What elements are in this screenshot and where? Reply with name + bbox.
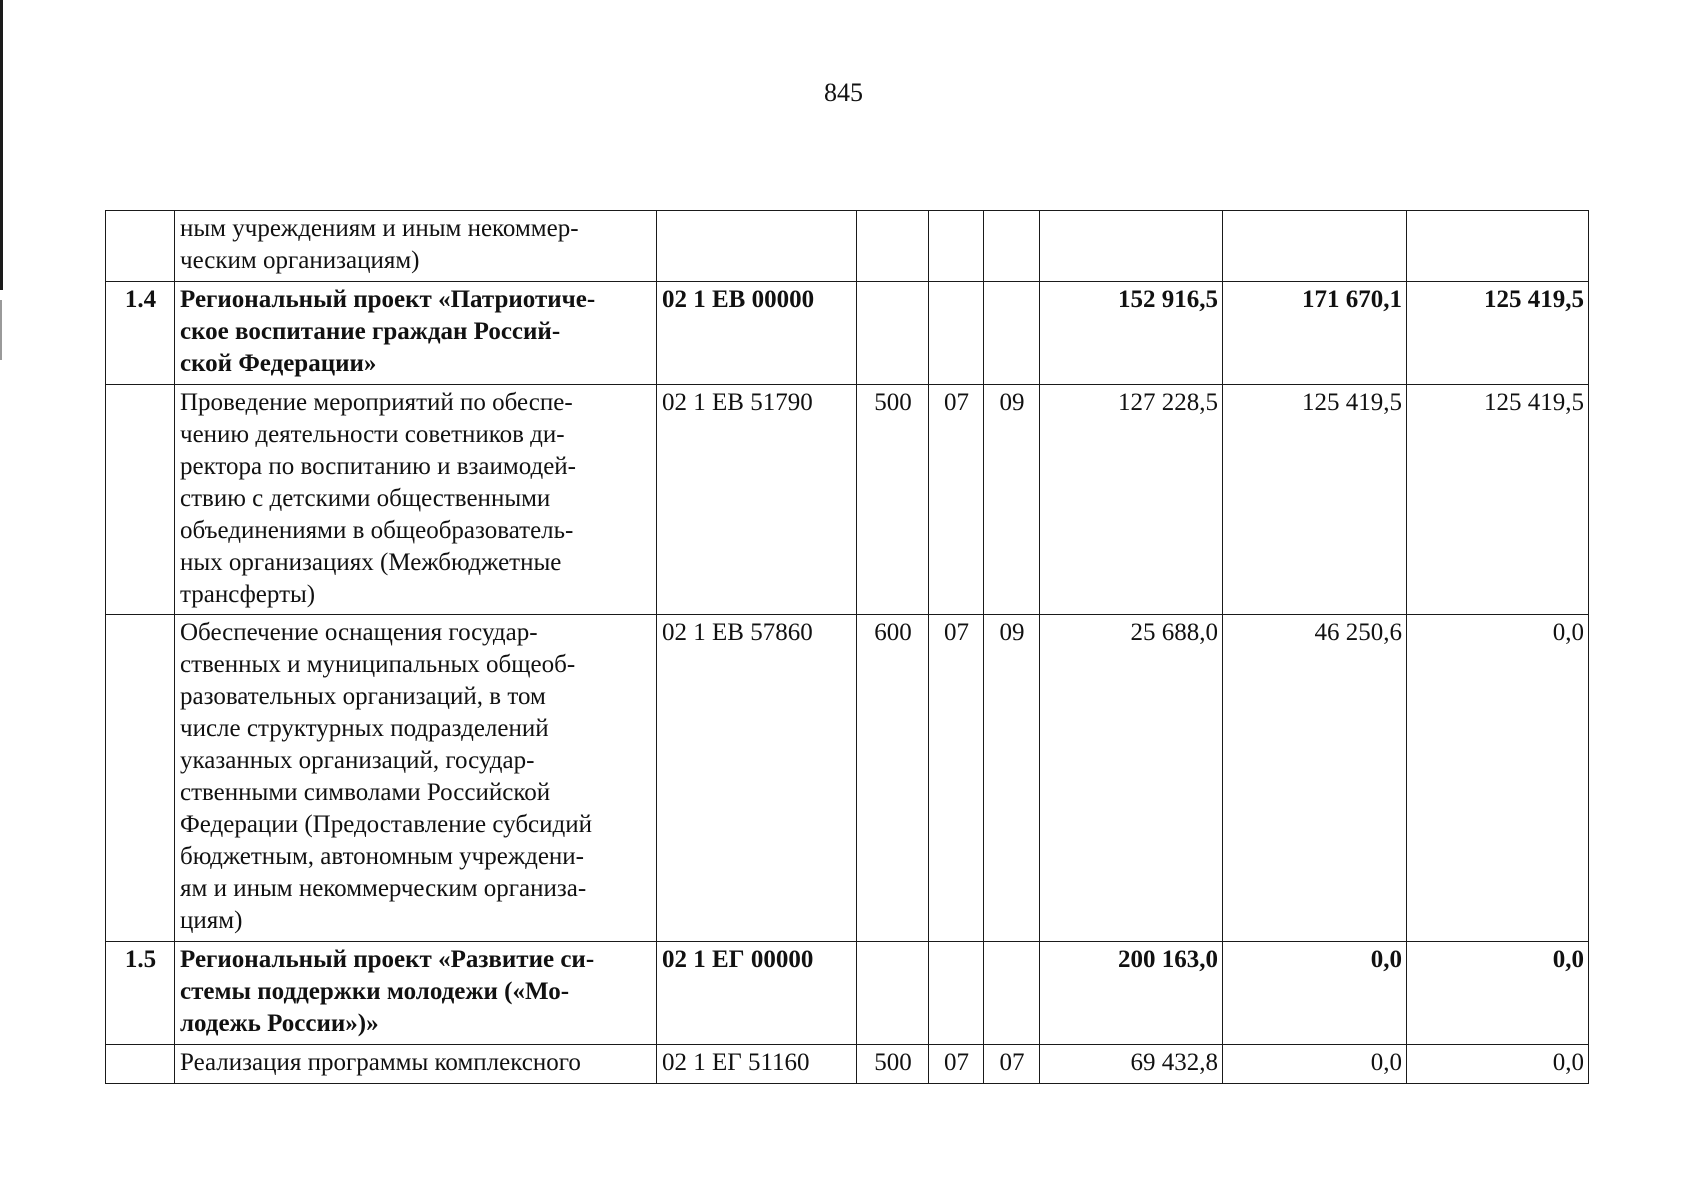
- scan-edge-mark: [0, 0, 3, 290]
- amount-year1-cell: [1040, 211, 1223, 282]
- amount-year1-cell: 25 688,0: [1040, 615, 1223, 942]
- amount-year1-cell: 69 432,8: [1040, 1045, 1223, 1084]
- amount-year3-cell: 125 419,5: [1407, 385, 1589, 615]
- item-name-line: числе структурных подразделений: [180, 715, 549, 742]
- item-name-line: Федерации (Предоставление субсидий: [180, 811, 592, 838]
- expense-type-cell: [857, 211, 929, 282]
- item-name-line: ское воспитание граждан Россий-: [180, 318, 561, 345]
- page-number: 845: [824, 78, 863, 107]
- table-row: [106, 385, 1589, 615]
- target-article-code-cell: 02 1 ЕГ 51160: [657, 1045, 857, 1084]
- item-name-line: Реализация программы комплексного: [180, 1049, 581, 1076]
- item-name-line: ственными символами Российской: [180, 779, 551, 806]
- item-name-line: объединениями в общеобразователь-: [180, 517, 574, 544]
- amount-year2-cell: 46 250,6: [1223, 615, 1407, 942]
- expense-type-cell: 500: [857, 1045, 929, 1084]
- table-row: [106, 942, 1589, 1045]
- expense-type-cell: 600: [857, 615, 929, 942]
- item-name-line: Обеспечение оснащения государ-: [180, 619, 538, 646]
- row-number-cell: [106, 615, 175, 942]
- item-name-line: лодежь России»)»: [180, 1010, 379, 1037]
- item-name-cell: [175, 942, 657, 1045]
- item-name-line: ным учреждениям и иным некоммер-: [180, 215, 579, 242]
- item-name-line: разовательных организаций, в том: [180, 683, 546, 710]
- target-article-code-cell: 02 1 ЕВ 00000: [657, 282, 857, 385]
- section-cell: [929, 942, 984, 1045]
- amount-year2-cell: 0,0: [1223, 942, 1407, 1045]
- table-row: [106, 282, 1589, 385]
- item-name-line: циям): [180, 907, 243, 934]
- amount-year1-cell: 127 228,5: [1040, 385, 1223, 615]
- amount-year3-cell: 0,0: [1407, 942, 1589, 1045]
- item-name-cell: [175, 1045, 657, 1084]
- item-name-line: бюджетным, автономным учреждени-: [180, 843, 584, 870]
- row-number-cell: [106, 385, 175, 615]
- amount-year3-cell: 0,0: [1407, 615, 1589, 942]
- target-article-code-cell: 02 1 ЕГ 00000: [657, 942, 857, 1045]
- item-name-line: указанных организаций, государ-: [180, 747, 535, 774]
- scan-edge-mark: [0, 300, 2, 360]
- section-cell: 07: [929, 615, 984, 942]
- item-name-line: ственных и муниципальных общеоб-: [180, 651, 576, 678]
- row-number-cell: [106, 211, 175, 282]
- amount-year3-cell: 0,0: [1407, 1045, 1589, 1084]
- budget-table: [105, 210, 1589, 1084]
- amount-year2-cell: [1223, 211, 1407, 282]
- subsection-cell: 09: [984, 615, 1040, 942]
- item-name-line: ствию с детскими общественными: [180, 485, 551, 512]
- table-row: [106, 211, 1589, 282]
- item-name-line: ных организациях (Межбюджетные: [180, 549, 562, 576]
- amount-year3-cell: [1407, 211, 1589, 282]
- section-cell: 07: [929, 385, 984, 615]
- section-cell: 07: [929, 1045, 984, 1084]
- subsection-cell: [984, 211, 1040, 282]
- subsection-cell: [984, 282, 1040, 385]
- expense-type-cell: 500: [857, 385, 929, 615]
- target-article-code-cell: 02 1 ЕВ 57860: [657, 615, 857, 942]
- item-name-cell: [175, 282, 657, 385]
- item-name-line: Проведение мероприятий по обеспе-: [180, 389, 573, 416]
- item-name-line: Региональный проект «Развитие си-: [180, 946, 595, 973]
- row-number-cell: 1.5: [106, 942, 175, 1045]
- item-name-line: ской Федерации»: [180, 350, 377, 377]
- subsection-cell: 07: [984, 1045, 1040, 1084]
- row-number-cell: 1.4: [106, 282, 175, 385]
- amount-year2-cell: 125 419,5: [1223, 385, 1407, 615]
- subsection-cell: 09: [984, 385, 1040, 615]
- target-article-code-cell: [657, 211, 857, 282]
- item-name-line: чению деятельности советников ди-: [180, 421, 565, 448]
- item-name-cell: [175, 211, 657, 282]
- amount-year2-cell: 171 670,1: [1223, 282, 1407, 385]
- amount-year1-cell: 200 163,0: [1040, 942, 1223, 1045]
- section-cell: [929, 211, 984, 282]
- expense-type-cell: [857, 942, 929, 1045]
- amount-year1-cell: 152 916,5: [1040, 282, 1223, 385]
- expense-type-cell: [857, 282, 929, 385]
- table-body: [106, 211, 1589, 1084]
- item-name-line: Региональный проект «Патриотиче-: [180, 286, 596, 313]
- item-name-line: ям и иным некоммерческим организа-: [180, 875, 587, 902]
- item-name-cell: [175, 385, 657, 615]
- item-name-line: ческим организациям): [180, 247, 420, 274]
- item-name-line: ректора по воспитанию и взаимодей-: [180, 453, 577, 480]
- item-name-line: трансферты): [180, 581, 316, 608]
- amount-year3-cell: 125 419,5: [1407, 282, 1589, 385]
- table-row: [106, 1045, 1589, 1084]
- item-name-line: стемы поддержки молодежи («Мо-: [180, 978, 570, 1005]
- subsection-cell: [984, 942, 1040, 1045]
- item-name-cell: [175, 615, 657, 942]
- section-cell: [929, 282, 984, 385]
- amount-year2-cell: 0,0: [1223, 1045, 1407, 1084]
- table-row: [106, 615, 1589, 942]
- target-article-code-cell: 02 1 ЕВ 51790: [657, 385, 857, 615]
- row-number-cell: [106, 1045, 175, 1084]
